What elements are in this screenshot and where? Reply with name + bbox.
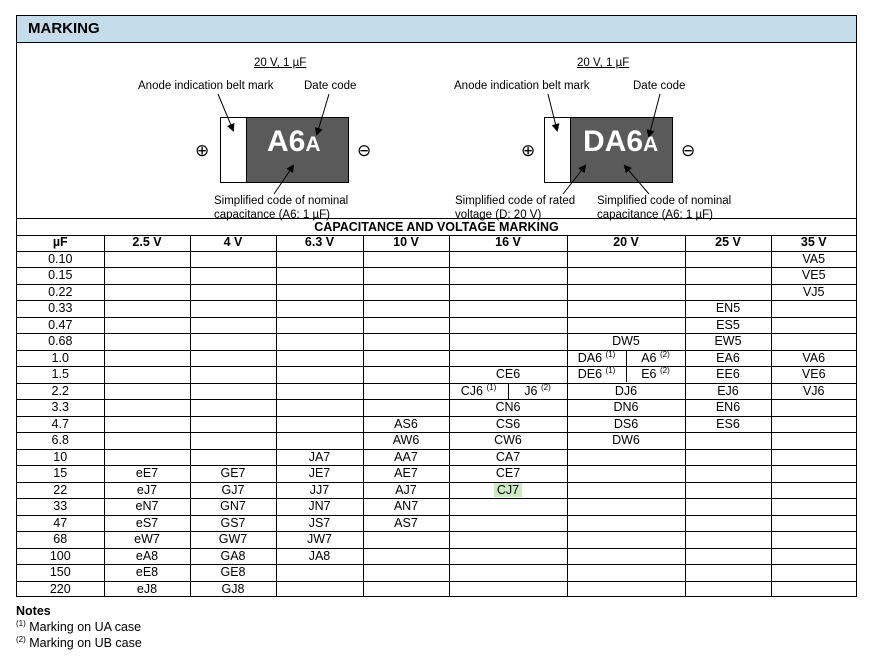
marking-cell <box>363 334 449 351</box>
marking-cell <box>363 284 449 301</box>
marking-cell: eE7 <box>104 466 190 483</box>
marking-cell <box>567 449 685 466</box>
marking-cell <box>276 251 363 268</box>
note-mark: (1) <box>16 619 26 628</box>
header-voltage: 16 V <box>449 235 567 251</box>
capacitance-code: A6 <box>267 125 306 158</box>
marking-cell: eE8 <box>104 565 190 582</box>
marking-cell <box>276 416 363 433</box>
notes-title: Notes <box>16 604 51 618</box>
section-header <box>17 16 856 43</box>
marking-cell <box>363 317 449 334</box>
marking-cell <box>363 565 449 582</box>
marking-cell: DW6 <box>567 433 685 450</box>
marking-cell <box>449 268 567 285</box>
capacitance-cell: 150 <box>17 565 104 582</box>
marking-cell <box>449 548 567 565</box>
marking-cell <box>567 565 685 582</box>
marking-cell: ES5 <box>685 317 771 334</box>
marking-cell <box>685 251 771 268</box>
marking-cell: JN7 <box>276 499 363 516</box>
marking-cell <box>276 367 363 384</box>
marking-cell <box>276 284 363 301</box>
voltage-desc-line2: voltage (D: 20 V) <box>455 209 542 221</box>
marking-cell <box>104 251 190 268</box>
capacitance-cell: 0.68 <box>17 334 104 351</box>
capacitance-cell: 3.3 <box>17 400 104 417</box>
marking-cell <box>449 350 567 367</box>
table-row <box>17 350 856 367</box>
marking-cell <box>104 334 190 351</box>
marking-cell <box>190 268 276 285</box>
date-code-label: Date code <box>633 80 686 92</box>
marking-cell <box>771 515 856 532</box>
split-marking <box>568 367 685 382</box>
diagram-leader-lines <box>333 42 753 218</box>
header-voltage: 4 V <box>190 235 276 251</box>
table-row <box>17 532 856 549</box>
marking-cell <box>190 251 276 268</box>
capacitance-desc-line1: Simplified code of nominal <box>214 195 349 207</box>
marking-cell: AA7 <box>363 449 449 466</box>
marking-cell <box>190 383 276 400</box>
marking-cell <box>276 400 363 417</box>
marking-cell: GE8 <box>190 565 276 582</box>
marking-cell <box>363 367 449 384</box>
marking-cell <box>104 284 190 301</box>
table-row <box>17 499 856 516</box>
marking-cell: CE7 <box>449 466 567 483</box>
table-row <box>17 449 856 466</box>
marking-cell <box>685 581 771 597</box>
marking-cell: AJ7 <box>363 482 449 499</box>
marking-cell <box>449 482 567 499</box>
capacitance-cell: 0.15 <box>17 268 104 285</box>
marking-cell: VA5 <box>771 251 856 268</box>
capacitance-cell: 10 <box>17 449 104 466</box>
marking-cell <box>567 466 685 483</box>
marking-cell <box>771 334 856 351</box>
marking-cell: DN6 <box>567 400 685 417</box>
marking-cell <box>104 416 190 433</box>
ub-marking: E6 $^{(2)}$ <box>626 367 685 382</box>
table-row <box>17 383 856 400</box>
note-text: Marking on UB case <box>29 636 142 650</box>
marking-cell <box>449 317 567 334</box>
ua-marking: CJ6 $^{(1)}$ <box>460 382 497 398</box>
table-row <box>17 268 856 285</box>
table-header-row <box>17 235 856 251</box>
table-row <box>17 433 856 450</box>
marking-cell <box>449 581 567 597</box>
marking-cell: AS6 <box>363 416 449 433</box>
marking-cell <box>276 350 363 367</box>
marking-cell: EN6 <box>685 400 771 417</box>
capacitance-cell: 1.0 <box>17 350 104 367</box>
marking-cell <box>190 301 276 318</box>
capacitance-cell: 68 <box>17 532 104 549</box>
marking-cell <box>190 449 276 466</box>
marking-cell <box>771 317 856 334</box>
table-row <box>17 482 856 499</box>
section-title: MARKING <box>28 20 100 37</box>
marking-cell <box>567 350 685 367</box>
marking-cell <box>449 383 567 400</box>
marking-cell <box>276 433 363 450</box>
note-mark: (2) <box>16 635 26 644</box>
marking-cell: eS7 <box>104 515 190 532</box>
marking-cell: VE5 <box>771 268 856 285</box>
date-code-letter: A <box>305 133 321 156</box>
marking-cell <box>685 433 771 450</box>
capacitance-desc-line2: capacitance (A6: 1 µF) <box>597 209 713 221</box>
capacitance-desc-line1: Simplified code of nominal <box>597 195 732 207</box>
table-title: CAPACITANCE AND VOLTAGE MARKING <box>17 218 856 236</box>
marking-cell <box>104 317 190 334</box>
marking-cell: VJ6 <box>771 383 856 400</box>
note-item <box>16 619 142 635</box>
ua-marking: DE6 $^{(1)}$ <box>577 366 616 382</box>
marking-cell <box>567 268 685 285</box>
marking-cell: VJ5 <box>771 284 856 301</box>
marking-cell <box>190 284 276 301</box>
diagram-spec: 20 V, 1 µF <box>254 57 307 69</box>
table-row <box>17 548 856 565</box>
marking-cell <box>363 383 449 400</box>
marking-cell: CN6 <box>449 400 567 417</box>
capacitance-cell: 22 <box>17 482 104 499</box>
marking-cell: eJ7 <box>104 482 190 499</box>
anode-label: Anode indication belt mark <box>454 80 590 92</box>
marking-cell <box>363 532 449 549</box>
marking-cell <box>276 268 363 285</box>
marking-cell <box>276 581 363 597</box>
header-voltage: 20 V <box>567 235 685 251</box>
marking-cell: GS7 <box>190 515 276 532</box>
marking-cell <box>567 532 685 549</box>
table-row <box>17 334 856 351</box>
marking-cell <box>363 251 449 268</box>
marking-cell <box>190 367 276 384</box>
marking-cell <box>567 284 685 301</box>
marking-cell <box>190 400 276 417</box>
marking-cell <box>363 268 449 285</box>
marking-cell: GJ7 <box>190 482 276 499</box>
marking-cell <box>771 301 856 318</box>
marking-cell <box>449 251 567 268</box>
marking-cell: CS6 <box>449 416 567 433</box>
capacitance-cell: 47 <box>17 515 104 532</box>
marking-cell <box>685 499 771 516</box>
voltage-desc-line1: Simplified code of rated <box>455 195 576 207</box>
marking-cell: EJ6 <box>685 383 771 400</box>
marking-cell: VE6 <box>771 367 856 384</box>
marking-cell <box>771 466 856 483</box>
marking-cell: AN7 <box>363 499 449 516</box>
marking-cell <box>276 301 363 318</box>
capacitance-cell: 0.22 <box>17 284 104 301</box>
marking-cell <box>771 581 856 597</box>
marking-cell: AE7 <box>363 466 449 483</box>
table-row <box>17 581 856 597</box>
marking-cell <box>685 482 771 499</box>
date-code-letter: A <box>643 133 659 156</box>
marking-cell <box>104 268 190 285</box>
marking-cell <box>276 334 363 351</box>
marking-cell <box>190 350 276 367</box>
marking-cell <box>363 581 449 597</box>
capacitance-cell: 4.7 <box>17 416 104 433</box>
marking-cell <box>449 334 567 351</box>
split-marking <box>450 384 567 399</box>
marking-cell <box>449 565 567 582</box>
marking-cell: CW6 <box>449 433 567 450</box>
table-row <box>17 367 856 384</box>
marking-cell: GJ8 <box>190 581 276 597</box>
marking-cell <box>276 317 363 334</box>
marking-cell: CE6 <box>449 367 567 384</box>
marking-cell: JW7 <box>276 532 363 549</box>
marking-cell: eA8 <box>104 548 190 565</box>
capacitance-cell: 15 <box>17 466 104 483</box>
marking-cell <box>104 301 190 318</box>
marking-cell <box>567 251 685 268</box>
ub-marking: A6 $^{(2)}$ <box>626 351 685 366</box>
anode-label: Anode indication belt mark <box>138 80 274 92</box>
marking-cell <box>449 499 567 516</box>
marking-cell: EN5 <box>685 301 771 318</box>
marking-cell <box>685 532 771 549</box>
marking-cell <box>104 449 190 466</box>
marking-cell <box>685 268 771 285</box>
table-row <box>17 466 856 483</box>
marking-cell <box>771 532 856 549</box>
marking-cell <box>363 350 449 367</box>
marking-cell <box>685 565 771 582</box>
notes <box>16 603 142 651</box>
marking-cell <box>449 301 567 318</box>
marking-cell: GE7 <box>190 466 276 483</box>
minus-terminal-icon: ⊖ <box>357 141 372 160</box>
marking-cell <box>190 317 276 334</box>
minus-terminal-icon: ⊖ <box>681 141 696 160</box>
table-row <box>17 317 856 334</box>
table-row <box>17 251 856 268</box>
header-voltage: 6.3 V <box>276 235 363 251</box>
highlighted-marking: CJ7 <box>494 483 522 497</box>
note-text: Marking on UA case <box>29 620 142 634</box>
marking-cell <box>449 284 567 301</box>
marking-cell: EA6 <box>685 350 771 367</box>
marking-cell <box>685 449 771 466</box>
capacitance-cell: 0.33 <box>17 301 104 318</box>
marking-cell <box>771 548 856 565</box>
marking-cell: ES6 <box>685 416 771 433</box>
marking-cell: EE6 <box>685 367 771 384</box>
table-row <box>17 416 856 433</box>
marking-cell: GA8 <box>190 548 276 565</box>
marking-cell <box>771 416 856 433</box>
marking-cell <box>276 383 363 400</box>
table-row <box>17 284 856 301</box>
marking-cell <box>104 433 190 450</box>
marking-cell <box>771 449 856 466</box>
table-row <box>17 400 856 417</box>
marking-table <box>17 235 856 597</box>
marking-cell <box>363 301 449 318</box>
marking-cell <box>685 515 771 532</box>
marking-cell <box>567 301 685 318</box>
marking-cell <box>567 515 685 532</box>
note-item <box>16 635 142 651</box>
marking-cell <box>567 367 685 384</box>
marking-cell <box>190 433 276 450</box>
header-voltage: 10 V <box>363 235 449 251</box>
marking-cell <box>685 548 771 565</box>
marking-cell <box>104 383 190 400</box>
marking-cell: EW5 <box>685 334 771 351</box>
marking-cell <box>567 548 685 565</box>
marking-cell: DS6 <box>567 416 685 433</box>
marking-cell <box>363 548 449 565</box>
marking-cell <box>567 499 685 516</box>
table-row <box>17 515 856 532</box>
marking-cell <box>190 334 276 351</box>
marking-cell: AS7 <box>363 515 449 532</box>
marking-cell <box>363 400 449 417</box>
marking-cell: CA7 <box>449 449 567 466</box>
plus-terminal-icon: ⊕ <box>195 141 210 160</box>
capacitance-cell: 6.8 <box>17 433 104 450</box>
marking-cell: VA6 <box>771 350 856 367</box>
marking-cell <box>449 532 567 549</box>
marking-panel <box>16 15 857 597</box>
marking-cell <box>190 416 276 433</box>
marking-cell: JS7 <box>276 515 363 532</box>
marking-cell <box>567 482 685 499</box>
capacitance-cell: 1.5 <box>17 367 104 384</box>
marking-cell <box>567 317 685 334</box>
header-voltage: 25 V <box>685 235 771 251</box>
marking-cell <box>771 400 856 417</box>
marking-cell: eJ8 <box>104 581 190 597</box>
header-voltage: 2.5 V <box>104 235 190 251</box>
capacitance-cell: 33 <box>17 499 104 516</box>
table-row <box>17 301 856 318</box>
capacitance-cell: 100 <box>17 548 104 565</box>
ua-marking: DA6 $^{(1)}$ <box>577 349 616 365</box>
marking-cell: eW7 <box>104 532 190 549</box>
marking-cell <box>685 284 771 301</box>
marking-cell: DW5 <box>567 334 685 351</box>
marking-cell <box>771 499 856 516</box>
marking-diagram-ub <box>333 42 753 221</box>
date-code-label: Date code <box>304 80 357 92</box>
marking-cell: JA8 <box>276 548 363 565</box>
marking-cell <box>276 565 363 582</box>
header-capacitance: µF <box>17 235 104 251</box>
marking-cell: JE7 <box>276 466 363 483</box>
header-voltage: 35 V <box>771 235 856 251</box>
plus-terminal-icon: ⊕ <box>521 141 536 160</box>
marking-cell: eN7 <box>104 499 190 516</box>
marking-cell <box>771 565 856 582</box>
marking-cell: GN7 <box>190 499 276 516</box>
marking-cell: JJ7 <box>276 482 363 499</box>
marking-cell <box>449 515 567 532</box>
capacitance-cell: 220 <box>17 581 104 597</box>
marking-cell <box>685 466 771 483</box>
marking-cell: AW6 <box>363 433 449 450</box>
table-row <box>17 565 856 582</box>
marking-cell: JA7 <box>276 449 363 466</box>
capacitance-cell: 0.47 <box>17 317 104 334</box>
marking-cell: DJ6 <box>567 383 685 400</box>
marking-cell: GW7 <box>190 532 276 549</box>
voltage-capacitance-code: DA6 <box>583 125 644 158</box>
marking-cell <box>567 581 685 597</box>
marking-cell <box>104 367 190 384</box>
capacitance-cell: 0.10 <box>17 251 104 268</box>
marking-cell <box>104 400 190 417</box>
ub-marking: J6 $^{(2)}$ <box>508 384 567 399</box>
marking-cell <box>104 350 190 367</box>
marking-cell <box>771 433 856 450</box>
capacitance-cell: 2.2 <box>17 383 104 400</box>
diagram-spec: 20 V, 1 µF <box>577 57 630 69</box>
split-marking <box>568 351 685 366</box>
marking-cell <box>771 482 856 499</box>
capacitance-desc-line2: capacitance (A6: 1 µF) <box>214 209 330 221</box>
